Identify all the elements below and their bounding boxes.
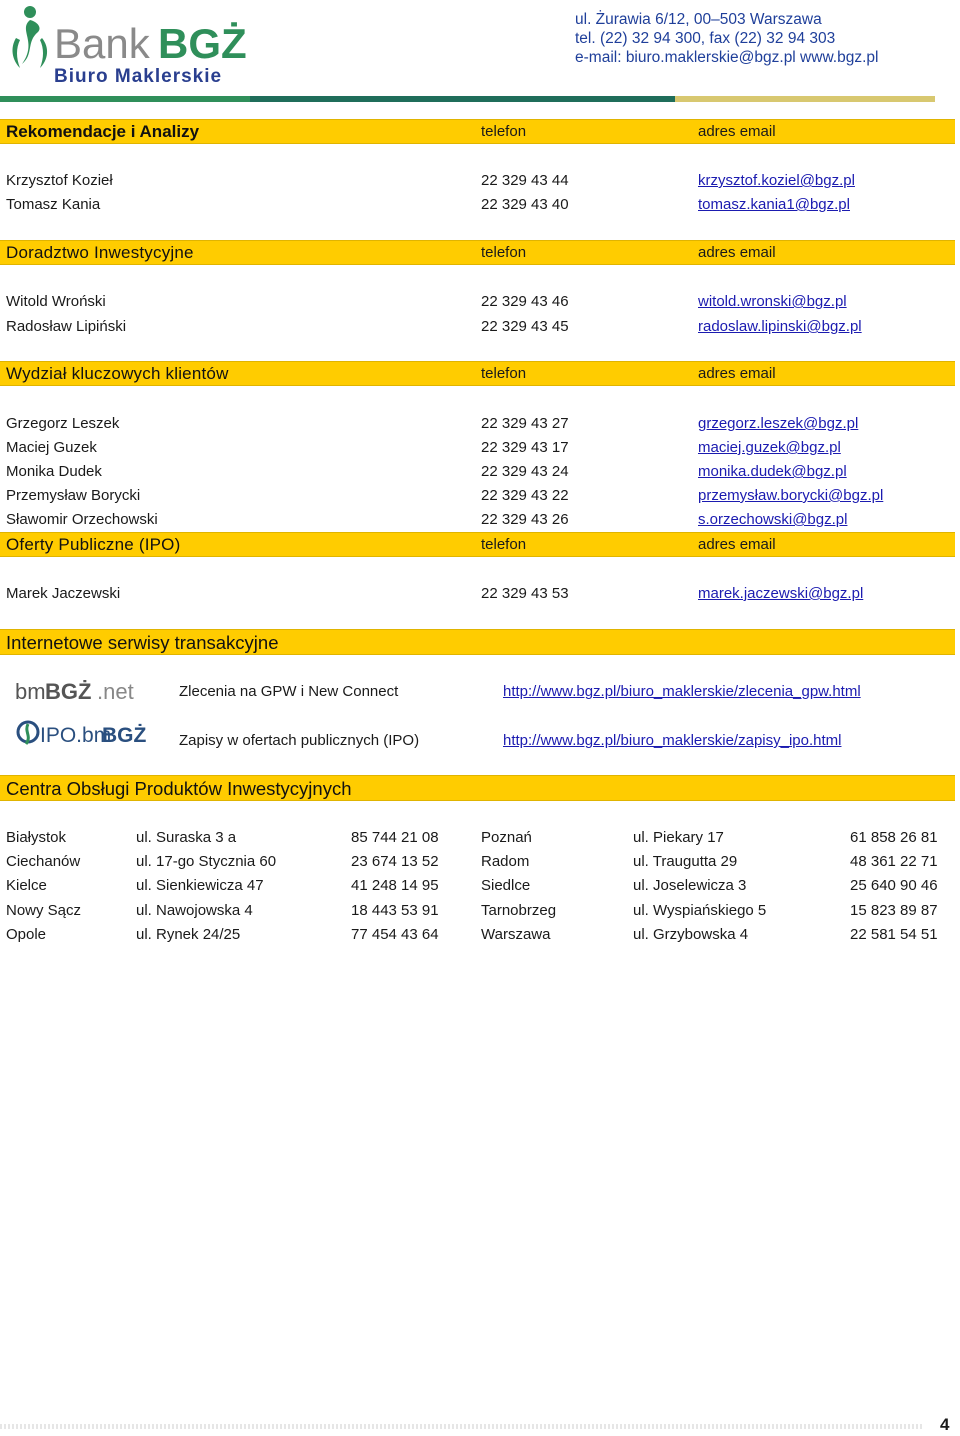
section-header-online-services: [0, 629, 955, 655]
section-header-centers: [0, 775, 955, 801]
center-row: [0, 853, 955, 875]
bmbgz-net-logo: [15, 676, 141, 706]
bank-bgz-logo: [8, 2, 258, 88]
section-header-advisory: [0, 240, 955, 265]
center-phone: 77 454 43 64: [351, 926, 439, 943]
service-link-orders[interactable]: http://www.bgz.pl/biuro_maklerskie/zlecenia_gpw.html: [503, 683, 861, 700]
contact-email-link[interactable]: radoslaw.lipinski@bgz.pl: [698, 318, 862, 335]
contact-email-link[interactable]: maciej.guzek@bgz.pl: [698, 439, 841, 456]
section-title: Doradztwo Inwestycyjne: [6, 243, 194, 262]
contact-name: Tomasz Kania: [6, 196, 101, 213]
section-title: Wydział kluczowych klientów: [6, 364, 229, 383]
contact-email-link[interactable]: przemysław.borycki@bgz.pl: [698, 487, 884, 504]
contact-name: Sławomir Orzechowski: [6, 511, 158, 528]
header-divider: [0, 96, 935, 102]
contact-row: [0, 415, 955, 437]
contact-email-link[interactable]: s.orzechowski@bgz.pl: [698, 511, 848, 528]
contact-phone: 22 329 43 17: [481, 439, 569, 456]
contact-row: [0, 196, 955, 218]
contact-phone: 22 329 43 46: [481, 293, 569, 310]
center-phone: 18 443 53 91: [351, 902, 439, 919]
contact-phone: 22 329 43 24: [481, 463, 569, 480]
service-link-ipo[interactable]: http://www.bgz.pl/biuro_maklerskie/zapisy_ipo.html: [503, 732, 842, 749]
page-number: 4: [940, 1415, 950, 1434]
svg-text:.net: .net: [97, 679, 134, 704]
center-city: Warszawa: [481, 926, 551, 943]
center-address: ul. 17-go Stycznia 60: [136, 853, 277, 870]
center-phone: 61 858 26 81: [850, 829, 938, 846]
contact-row: [0, 172, 955, 194]
service-label-orders: Zlecenia na GPW i New Connect: [179, 683, 399, 700]
contact-email-link[interactable]: monika.dudek@bgz.pl: [698, 463, 847, 480]
section-title: Rekomendacje i Analizy: [6, 122, 200, 141]
svg-text:BGŻ: BGŻ: [158, 20, 247, 67]
section-title: Centra Obsługi Produktów Inwestycyjnych: [6, 778, 352, 799]
center-row: [0, 877, 955, 899]
center-row: [0, 926, 955, 948]
contact-name: Przemysław Borycki: [6, 487, 141, 504]
contact-phone: 22 329 43 45: [481, 318, 569, 335]
center-phone: 48 361 22 71: [850, 853, 938, 870]
company-address: [575, 10, 878, 67]
center-address: ul. Traugutta 29: [633, 853, 738, 870]
ipo-bmbgz-logo: [16, 714, 147, 750]
contact-name: Radosław Lipiński: [6, 318, 127, 335]
phone-fax-line: tel. (22) 32 94 300, fax (22) 32 94 303: [575, 30, 836, 47]
center-phone: 23 674 13 52: [351, 853, 439, 870]
center-city: Nowy Sącz: [6, 902, 82, 919]
center-city: Siedlce: [481, 877, 531, 894]
center-address: ul. Nawojowska 4: [136, 902, 253, 919]
footer-divider: [0, 1424, 924, 1429]
contact-email-link[interactable]: marek.jaczewski@bgz.pl: [698, 585, 864, 602]
column-phone: telefon: [481, 536, 527, 553]
svg-text:BGŻ: BGŻ: [102, 724, 147, 747]
center-address: ul. Suraska 3 a: [136, 829, 237, 846]
section-header-key-clients: [0, 361, 955, 386]
center-row: [0, 902, 955, 924]
contact-row: [0, 463, 955, 485]
contact-name: Krzysztof Kozieł: [6, 172, 113, 189]
center-address: ul. Grzybowska 4: [633, 926, 749, 943]
column-phone: telefon: [481, 244, 527, 261]
contact-name: Maciej Guzek: [6, 439, 97, 456]
center-city: Radom: [481, 853, 530, 870]
section-title: Internetowe serwisy transakcyjne: [6, 632, 279, 653]
contact-email-link[interactable]: grzegorz.leszek@bgz.pl: [698, 415, 859, 432]
svg-text:IPO.bm: IPO.bm: [40, 724, 112, 747]
column-email: adres email: [698, 365, 776, 382]
center-phone: 22 581 54 51: [850, 926, 938, 943]
center-city: Tarnobrzeg: [481, 902, 557, 919]
column-email: adres email: [698, 536, 776, 553]
center-city: Ciechanów: [6, 853, 81, 870]
contact-phone: 22 329 43 22: [481, 487, 569, 504]
center-phone: 41 248 14 95: [351, 877, 439, 894]
center-address: ul. Wyspiańskiego 5: [633, 902, 767, 919]
contact-phone: 22 329 43 26: [481, 511, 569, 528]
section-title: Oferty Publiczne (IPO): [6, 535, 181, 554]
center-city: Opole: [6, 926, 47, 943]
center-phone: 15 823 89 87: [850, 902, 938, 919]
svg-text:BGŻ: BGŻ: [45, 679, 92, 704]
center-city: Poznań: [481, 829, 532, 846]
center-phone: 85 744 21 08: [351, 829, 439, 846]
center-city: Białystok: [6, 829, 67, 846]
column-phone: telefon: [481, 365, 527, 382]
contact-phone: 22 329 43 40: [481, 196, 569, 213]
contact-row: [0, 585, 955, 607]
contact-name: Witold Wroński: [6, 293, 106, 310]
svg-text:Bank: Bank: [54, 20, 150, 67]
contact-row: [0, 439, 955, 461]
center-address: ul. Rynek 24/25: [136, 926, 241, 943]
center-address: ul. Joselewicza 3: [633, 877, 747, 894]
contact-phone: 22 329 43 27: [481, 415, 569, 432]
contact-row: [0, 511, 955, 533]
center-address: ul. Piekary 17: [633, 829, 724, 846]
center-phone: 25 640 90 46: [850, 877, 938, 894]
svg-text:bm: bm: [15, 679, 46, 704]
address-line: ul. Żurawia 6/12, 00–503 Warszawa: [575, 11, 822, 28]
center-row: [0, 829, 955, 851]
contact-row: [0, 318, 955, 340]
center-address: ul. Sienkiewicza 47: [136, 877, 264, 894]
column-phone: telefon: [481, 123, 527, 140]
section-header-recommendations: [0, 119, 955, 144]
contact-row: [0, 487, 955, 509]
contact-email-link[interactable]: tomasz.kania1@bgz.pl: [698, 196, 850, 213]
contact-row: [0, 293, 955, 315]
section-header-ipo: [0, 532, 955, 557]
column-email: adres email: [698, 244, 776, 261]
contact-email-link[interactable]: krzysztof.koziel@bgz.pl: [698, 172, 855, 189]
contact-phone: 22 329 43 44: [481, 172, 569, 189]
contact-email-link[interactable]: witold.wronski@bgz.pl: [698, 293, 847, 310]
contact-name: Grzegorz Leszek: [6, 415, 120, 432]
svg-text:Biuro Maklerskie: Biuro Maklerskie: [54, 66, 223, 87]
service-label-ipo: Zapisy w ofertach publicznych (IPO): [179, 732, 420, 749]
contact-name: Marek Jaczewski: [6, 585, 121, 602]
email-www-line[interactable]: e-mail: biuro.maklerskie@bgz.pl www.bgz.pl: [575, 49, 879, 66]
contact-name: Monika Dudek: [6, 463, 102, 480]
column-email: adres email: [698, 123, 776, 140]
contact-phone: 22 329 43 53: [481, 585, 569, 602]
center-city: Kielce: [6, 877, 47, 894]
